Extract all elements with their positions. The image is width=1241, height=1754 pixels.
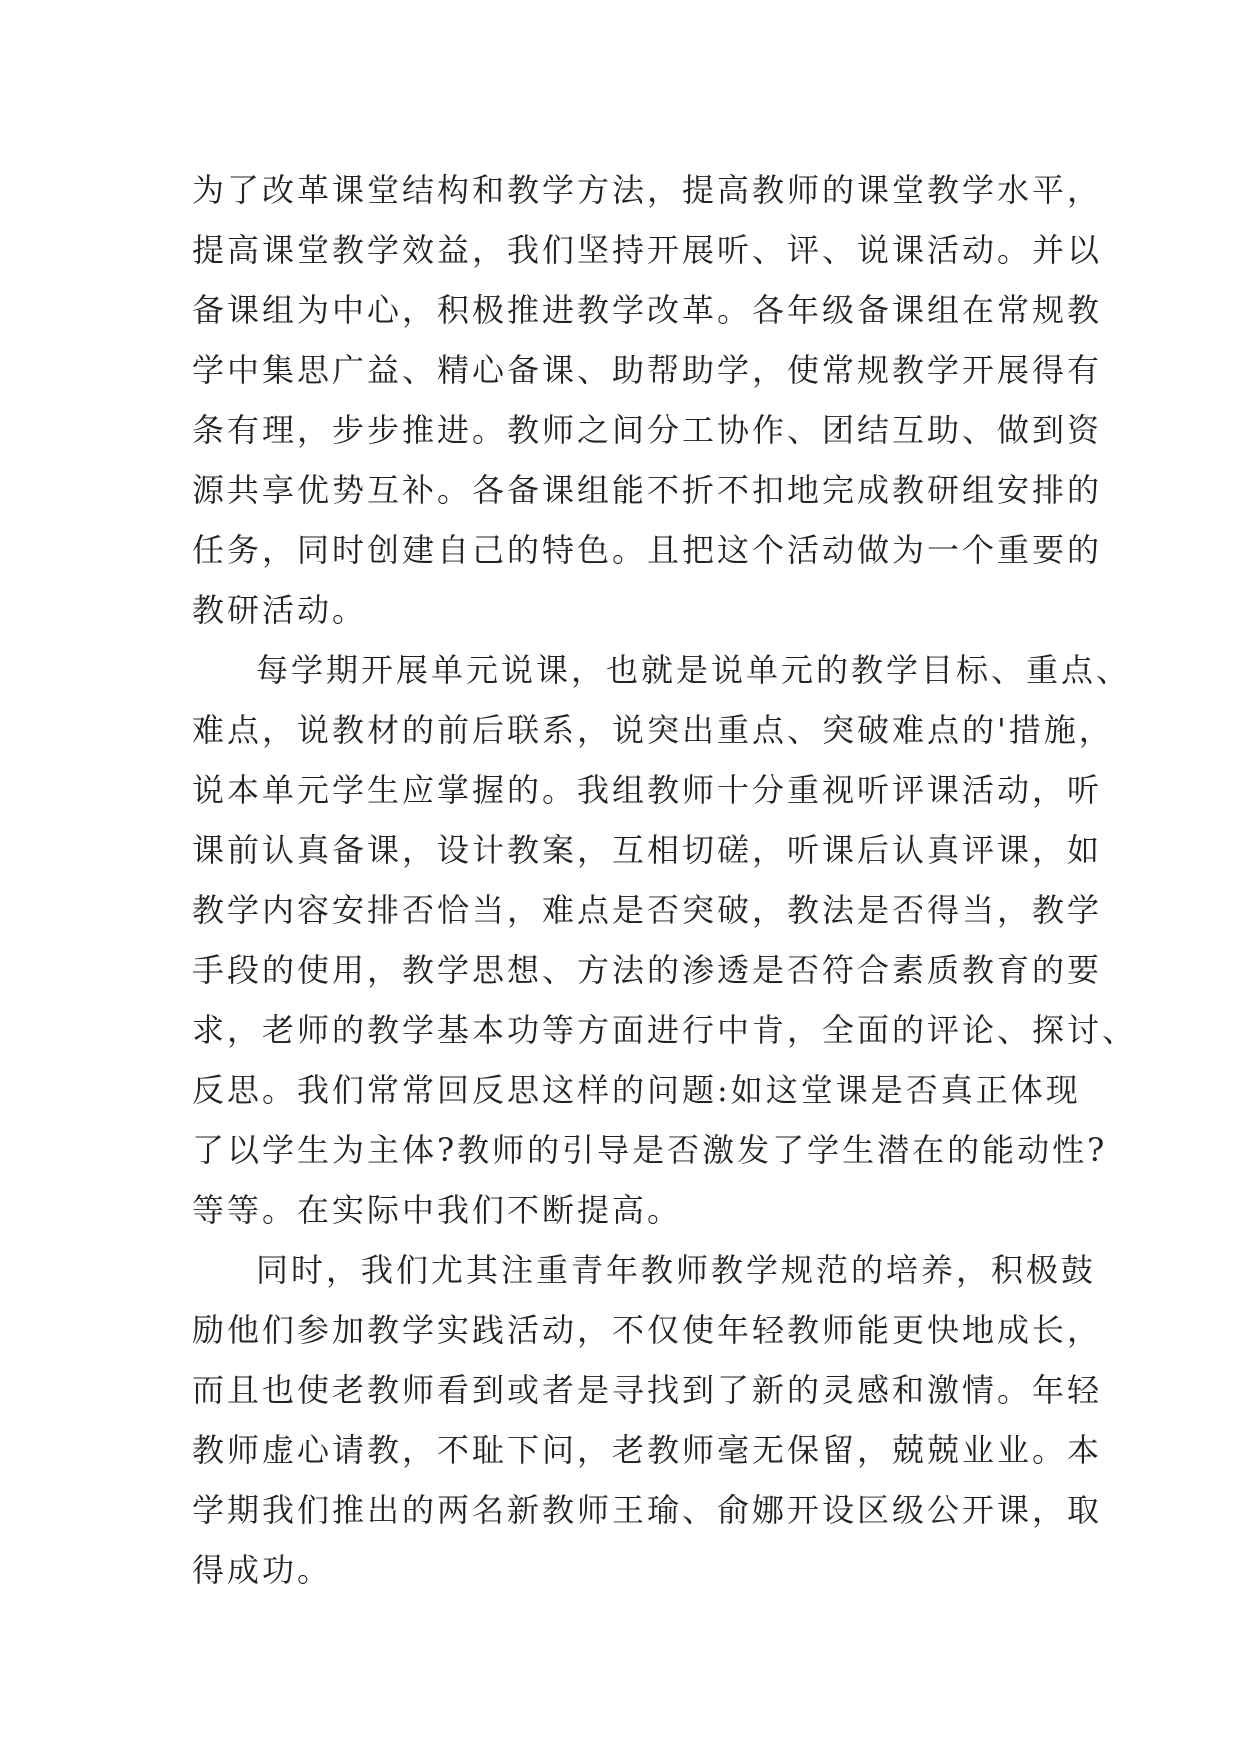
text-line: 励他们参加教学实践活动，不仅使年轻教师能更快地成长， [192,1311,1103,1349]
text-line: 教师虚心请教，不耻下问，老教师毫无保留，兢兢业业。本 [192,1431,1103,1469]
text-line: 得成功。 [192,1551,333,1589]
text-line: 课前认真备课，设计教案，互相切磋，听课后认真评课，如 [192,831,1103,869]
text-line: 说本单元学生应掌握的。我组教师十分重视听评课活动，听 [192,771,1103,809]
text-line: 了以学生为主体?教师的引导是否激发了学生潜在的能动性? [192,1131,1108,1169]
text-line: 难点，说教材的前后联系，说突出重点、突破难点的'措施， [192,711,1114,749]
text-line: 教学内容安排否恰当，难点是否突破，教法是否得当，教学 [192,891,1103,929]
text-line: 反思。我们常常回反思这样的问题:如这堂课是否真正体现 [192,1071,1081,1109]
text-line: 备课组为中心，积极推进教学改革。各年级备课组在常规教 [192,291,1103,329]
text-line: 源共享优势互补。各备课组能不折不扣地完成教研组安排的 [192,471,1103,509]
text-line: 为了改革课堂结构和教学方法，提高教师的课堂教学水平， [192,171,1103,209]
text-line: 每学期开展单元说课，也就是说单元的教学目标、重点、 [256,651,1132,689]
text-line: 提高课堂教学效益，我们坚持开展听、评、说课活动。并以 [192,231,1103,269]
text-line: 任务，同时创建自己的特色。且把这个活动做为一个重要的 [192,531,1103,569]
text-line: 条有理，步步推进。教师之间分工协作、团结互助、做到资 [192,411,1103,449]
paragraph-2 [192,640,1138,1240]
text-line: 求，老师的教学基本功等方面进行中肯，全面的评论、探讨、 [192,1011,1138,1049]
text-line: 学期我们推出的两名新教师王瑜、俞娜开设区级公开课，取 [192,1491,1103,1529]
text-line: 学中集思广益、精心备课、助帮助学，使常规教学开展得有 [192,351,1103,389]
text-line: 等等。在实际中我们不断提高。 [192,1191,683,1229]
paragraph-1 [192,160,1103,640]
paragraph-3 [192,1240,1103,1600]
text-line: 教研活动。 [192,591,368,629]
text-line: 而且也使老教师看到或者是寻找到了新的灵感和激情。年轻 [192,1371,1103,1409]
text-line: 手段的使用，教学思想、方法的渗透是否符合素质教育的要 [192,951,1103,989]
document-body [192,160,1138,1600]
text-line: 同时，我们尤其注重青年教师教学规范的培养，积极鼓 [256,1251,1097,1289]
